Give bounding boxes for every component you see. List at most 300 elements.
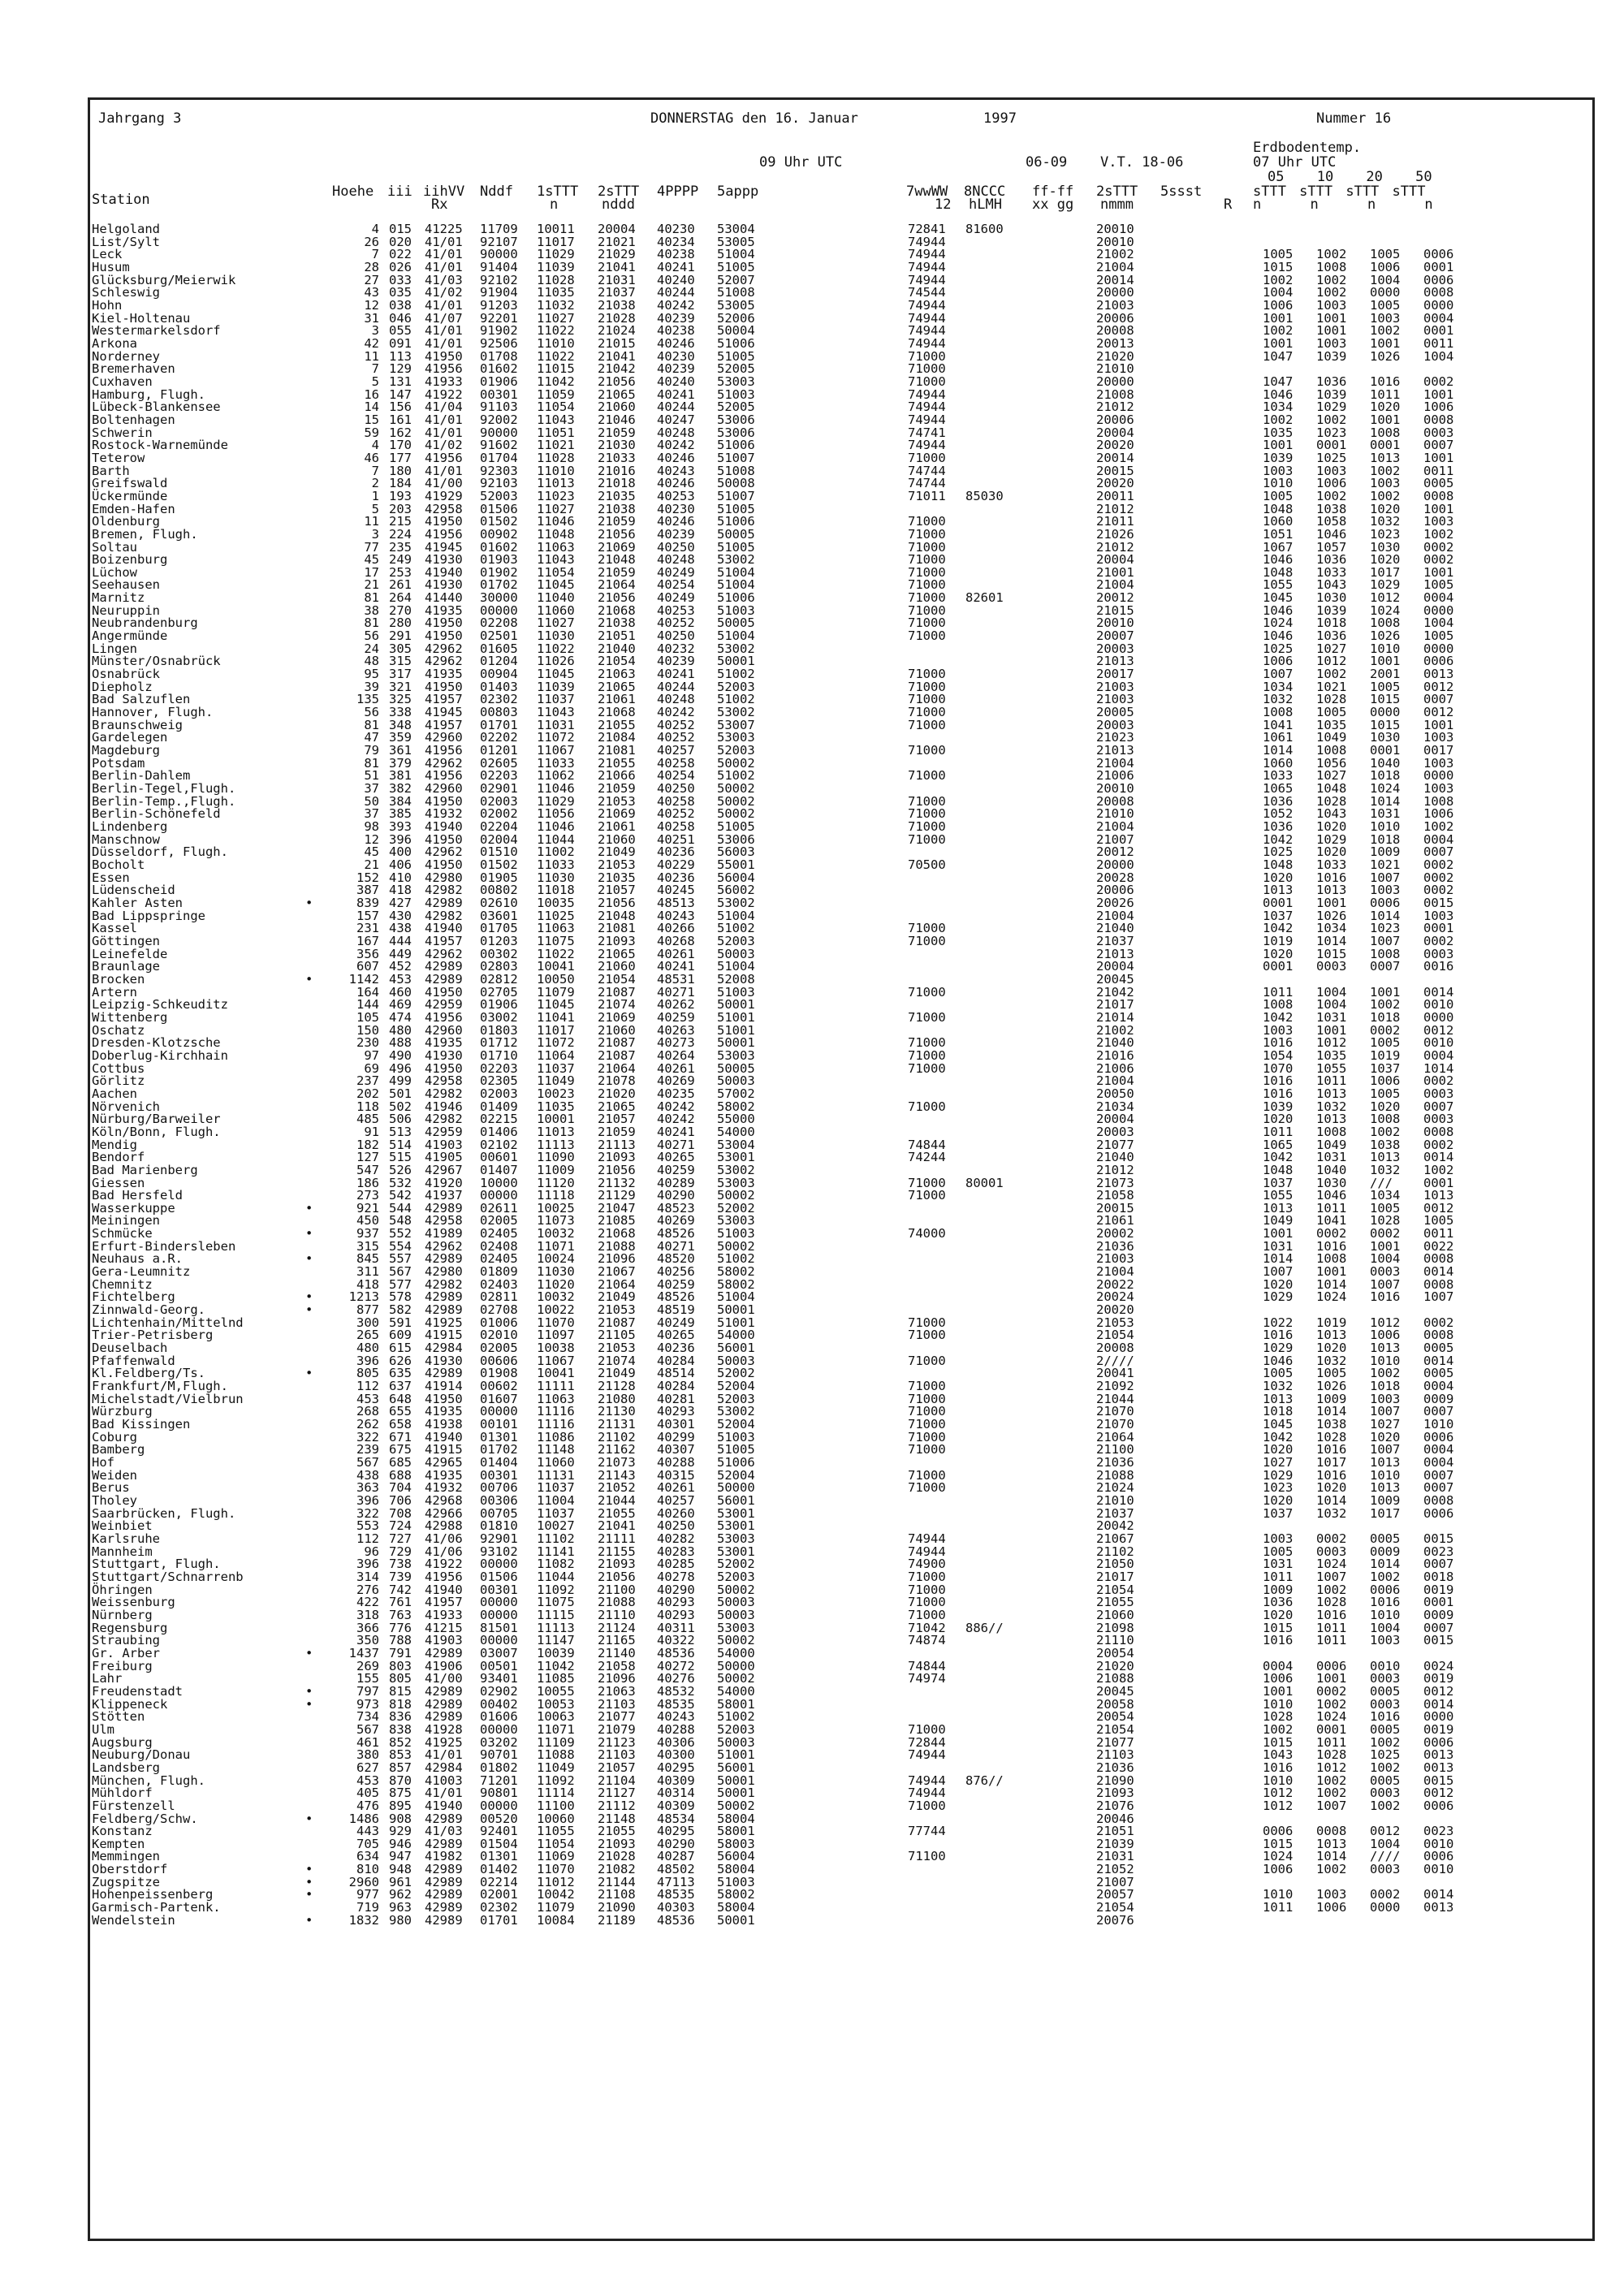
soil-temp-value: 1048 <box>1263 1162 1294 1177</box>
table-row <box>90 922 1592 934</box>
soil-temp-value: 1005 <box>1316 1366 1347 1381</box>
temp-group: 11115 <box>537 1607 575 1622</box>
pressure-group: 40289 <box>657 1175 695 1190</box>
temp-group: 11042 <box>537 1658 575 1673</box>
table-row <box>90 274 1592 286</box>
station-height: 112 <box>356 1379 379 1394</box>
soil-temp-value: 1043 <box>1316 577 1347 593</box>
station-number: 480 <box>389 1022 412 1038</box>
soil-temp-value: 1030 <box>1370 539 1401 555</box>
tendency-group: 50002 <box>717 781 755 797</box>
station-name: Neubrandenburg <box>92 615 198 631</box>
mountain-marker: • <box>305 1862 313 1877</box>
temp-group: 11017 <box>537 234 575 249</box>
station-height: 547 <box>356 1162 379 1177</box>
station-height: 405 <box>356 1786 379 1801</box>
station-number: 193 <box>389 488 412 503</box>
station-number: 046 <box>389 310 412 326</box>
nddff-group: 71201 <box>480 1773 518 1788</box>
pressure-group: 40250 <box>657 628 695 644</box>
col-7ww: 7wwWW <box>906 184 948 200</box>
tendency-group: 51003 <box>717 1226 755 1242</box>
soil-temp-value: 1033 <box>1263 768 1294 784</box>
pressure-group: 40229 <box>657 857 695 872</box>
dewpoint-group: 21056 <box>598 1162 636 1177</box>
soil-temp-value: 1003 <box>1370 476 1401 491</box>
soil-temp-value: 0008 <box>1316 1824 1347 1839</box>
temp-group: 11070 <box>537 1315 575 1330</box>
tendency-group: 58002 <box>717 1264 755 1280</box>
nddff-group: 02003 <box>480 793 518 809</box>
min-temp-group: 21040 <box>1096 1150 1134 1165</box>
pressure-group: 48519 <box>657 1302 695 1318</box>
tendency-group: 50002 <box>717 1633 755 1648</box>
dewpoint-group: 21054 <box>598 654 636 669</box>
soil-temp-value: 0013 <box>1423 1760 1454 1775</box>
nddff-group: 02001 <box>480 1887 518 1902</box>
weather-group: 71000 <box>908 602 946 618</box>
dewpoint-group: 21108 <box>598 1887 636 1902</box>
dewpoint-group: 21073 <box>598 1455 636 1470</box>
station-number: 548 <box>389 1213 412 1229</box>
temp-group: 11071 <box>537 1721 575 1737</box>
table-row <box>90 223 1592 235</box>
station-name: List/Sylt <box>92 234 160 249</box>
min-temp-group: 21042 <box>1096 984 1134 1000</box>
min-temp-group: 20054 <box>1096 1709 1134 1725</box>
temp-group: 11004 <box>537 1493 575 1508</box>
station-name: Marnitz <box>92 590 145 606</box>
table-row <box>90 1850 1592 1862</box>
station-height: 461 <box>356 1734 379 1750</box>
temp-group: 11017 <box>537 1022 575 1038</box>
station-number: 980 <box>389 1912 412 1928</box>
pressure-group: 40248 <box>657 692 695 707</box>
tendency-group: 51003 <box>717 602 755 618</box>
temp-group: 11022 <box>537 348 575 364</box>
pressure-group: 40287 <box>657 1849 695 1864</box>
soil-temp-value: 1002 <box>1316 1786 1347 1801</box>
station-name: Berus <box>92 1480 130 1496</box>
soil-temp-value: 1004 <box>1423 615 1454 631</box>
tendency-group: 51005 <box>717 539 755 555</box>
soil-temp-value: 0023 <box>1423 1824 1454 1839</box>
pressure-group: 40242 <box>657 705 695 720</box>
soil-temp-value: 1012 <box>1316 1035 1347 1051</box>
station-name: Kassel <box>92 921 137 936</box>
temp-group: 11063 <box>537 921 575 936</box>
nddff-group: 02215 <box>480 1112 518 1127</box>
soil-temp-value: 1016 <box>1370 374 1401 389</box>
tendency-group: 50005 <box>717 1060 755 1076</box>
temp-group: 11043 <box>537 705 575 720</box>
min-temp-group: 21052 <box>1096 1862 1134 1877</box>
iihvv-group: 41950 <box>425 615 463 631</box>
temp-group: 11116 <box>537 1404 575 1419</box>
station-number: 379 <box>389 755 412 771</box>
tendency-group: 50001 <box>717 1912 755 1928</box>
station-name: Neuruppin <box>92 602 160 618</box>
soil-temp-value: 1009 <box>1370 844 1401 860</box>
station-name: Hamburg, Flugh. <box>92 386 205 402</box>
iihvv-group: 41215 <box>425 1620 463 1635</box>
pressure-group: 40295 <box>657 1760 695 1775</box>
station-height: 81 <box>364 615 379 631</box>
station-height: 269 <box>356 1658 379 1673</box>
temp-group: 11054 <box>537 399 575 415</box>
tendency-group: 56004 <box>717 1849 755 1864</box>
min-temp-group: 21006 <box>1096 768 1134 784</box>
soil-temp-value: 1019 <box>1370 1047 1401 1063</box>
iihvv-group: 42962 <box>425 654 463 669</box>
station-name: München, Flugh. <box>92 1773 205 1788</box>
soil-temp-value: 1002 <box>1370 1798 1401 1813</box>
iihvv-group: 41932 <box>425 806 463 822</box>
pressure-group: 40300 <box>657 1747 695 1763</box>
soil-temp-value: 1038 <box>1316 501 1347 516</box>
tendency-group: 51004 <box>717 247 755 262</box>
iihvv-group: 42989 <box>425 1696 463 1712</box>
soil-temp-value: 0002 <box>1370 1022 1401 1038</box>
station-name: Lahr <box>92 1671 123 1686</box>
nddff-group: 00602 <box>480 1379 518 1394</box>
soil-temp-value: 0012 <box>1370 1824 1401 1839</box>
soil-temp-value: 1060 <box>1263 514 1294 529</box>
iihvv-group: 41956 <box>425 361 463 377</box>
temp-group: 10027 <box>537 1518 575 1534</box>
min-temp-group: 21003 <box>1096 1251 1134 1267</box>
table-row <box>90 655 1592 667</box>
nddff-group: 01605 <box>480 641 518 656</box>
table-row <box>90 414 1592 425</box>
temp-group: 11067 <box>537 743 575 758</box>
iihvv-group: 42958 <box>425 501 463 516</box>
tendency-group: 50004 <box>717 323 755 339</box>
station-height: 2 <box>371 476 379 491</box>
soil-temp-value: 1048 <box>1316 781 1347 797</box>
soil-temp-value: 0005 <box>1370 1683 1401 1699</box>
soil-temp-value: 1002 <box>1263 1721 1294 1737</box>
min-temp-group: 21098 <box>1096 1620 1134 1635</box>
soil-temp-value: 0008 <box>1423 1124 1454 1139</box>
soil-temp-value: 0000 <box>1423 1009 1454 1025</box>
nddff-group: 01203 <box>480 933 518 948</box>
soil-temp-value: 1014 <box>1370 908 1401 923</box>
nddff-group: 02214 <box>480 1874 518 1889</box>
min-temp-group: 20012 <box>1096 844 1134 860</box>
weather-group: 71000 <box>908 1060 946 1076</box>
station-name: Lindenberg <box>92 819 168 835</box>
soil-temp-value: 1041 <box>1263 717 1294 732</box>
weather-group: 71000 <box>908 552 946 568</box>
nddff-group: 02803 <box>480 959 518 974</box>
dewpoint-group: 21100 <box>598 1582 636 1597</box>
min-temp-group: 21037 <box>1096 933 1134 948</box>
min-temp-group: 21020 <box>1096 1658 1134 1673</box>
weather-group: 71000 <box>908 615 946 631</box>
nddff-group: 02705 <box>480 984 518 1000</box>
station-number: 499 <box>389 1073 412 1089</box>
pressure-group: 40293 <box>657 1607 695 1622</box>
dewpoint-group: 21140 <box>598 1645 636 1660</box>
pressure-group: 40239 <box>657 310 695 326</box>
pressure-group: 40306 <box>657 1734 695 1750</box>
col-r: R <box>1224 196 1233 213</box>
station-name: Schleswig <box>92 285 160 300</box>
station-number: 180 <box>389 463 412 478</box>
dewpoint-group: 21112 <box>598 1798 636 1813</box>
nddff-group: 03007 <box>480 1645 518 1660</box>
soil-temp-value: 1003 <box>1423 730 1454 745</box>
min-temp-group: 20057 <box>1096 1887 1134 1902</box>
soil-temp-value: 1029 <box>1316 831 1347 847</box>
min-temp-group: 21007 <box>1096 831 1134 847</box>
station-name: Regensburg <box>92 1620 168 1635</box>
min-temp-group: 20002 <box>1096 1226 1134 1242</box>
soil-temp-value: 1032 <box>1370 1162 1401 1177</box>
soil-temp-value: 0014 <box>1423 1264 1454 1280</box>
soil-temp-value: 0002 <box>1316 1683 1347 1699</box>
soil-temp-value: 0012 <box>1423 705 1454 720</box>
dewpoint-group: 21093 <box>598 1150 636 1165</box>
nddff-group: 92901 <box>480 1531 518 1546</box>
table-row <box>90 884 1592 896</box>
soil-temp-value: 0010 <box>1423 1862 1454 1877</box>
iihvv-group: 42962 <box>425 755 463 771</box>
station-name: Lübeck-Blankensee <box>92 399 221 415</box>
soil-temp-value: 1024 <box>1370 602 1401 618</box>
tendency-group: 51006 <box>717 438 755 453</box>
table-row <box>90 1457 1592 1468</box>
iihvv-group: 41925 <box>425 1315 463 1330</box>
min-temp-group: 21040 <box>1096 1035 1134 1051</box>
station-name: Dresden-Klotzsche <box>92 1035 221 1051</box>
station-number: 578 <box>389 1289 412 1305</box>
soil-temp-value: 1042 <box>1263 1429 1294 1444</box>
min-temp-group: 21036 <box>1096 1238 1134 1254</box>
tendency-group: 51002 <box>717 921 755 936</box>
temp-group: 10041 <box>537 1366 575 1381</box>
station-number: 161 <box>389 412 412 427</box>
station-number: 406 <box>389 857 412 872</box>
station-height: 155 <box>356 1671 379 1686</box>
dewpoint-group: 21093 <box>598 1836 636 1851</box>
station-number: 162 <box>389 425 412 440</box>
soil-temp-value: 1002 <box>1370 1760 1401 1775</box>
temp-group: 10011 <box>537 222 575 236</box>
station-number: 393 <box>389 819 412 835</box>
station-number: 635 <box>389 1366 412 1381</box>
min-temp-group: 20014 <box>1096 450 1134 465</box>
nddff-group: 91103 <box>480 399 518 415</box>
table-row <box>90 1622 1592 1634</box>
iihvv-group: 41933 <box>425 374 463 389</box>
station-name: Zinnwald-Georg. <box>92 1302 205 1318</box>
station-height: 356 <box>356 946 379 961</box>
iihvv-group: 41935 <box>425 1035 463 1051</box>
tendency-group: 53001 <box>717 1544 755 1559</box>
weather-group: 74244 <box>908 1150 946 1165</box>
table-row <box>90 1151 1592 1163</box>
dewpoint-group: 21127 <box>598 1786 636 1801</box>
tendency-group: 54000 <box>717 1124 755 1139</box>
soil-temp-value: 1002 <box>1370 1569 1401 1584</box>
table-row <box>90 1190 1592 1201</box>
soil-temp-value: 1024 <box>1370 781 1401 797</box>
station-name: Lingen <box>92 641 137 656</box>
temp-group: 11111 <box>537 1379 575 1394</box>
dewpoint-group: 21068 <box>598 1226 636 1242</box>
iihvv-group: 42989 <box>425 1900 463 1915</box>
soil-temp-value: 1020 <box>1316 844 1347 860</box>
table-row <box>90 1762 1592 1773</box>
nddff-group: 00000 <box>480 1557 518 1572</box>
dewpoint-group: 21056 <box>598 526 636 542</box>
table-row <box>90 248 1592 260</box>
station-height: 7 <box>371 247 379 262</box>
soil-temp-value: 1005 <box>1370 1086 1401 1101</box>
min-temp-group: 21055 <box>1096 1595 1134 1610</box>
temp-group: 11054 <box>537 564 575 580</box>
soil-temp-value: 1037 <box>1263 1505 1294 1521</box>
temp-group: 10023 <box>537 1086 575 1101</box>
temp-group: 11041 <box>537 1009 575 1025</box>
temp-group: 11148 <box>537 1442 575 1457</box>
soil-temp-value: 1002 <box>1316 272 1347 287</box>
min-temp-group: 20004 <box>1096 552 1134 568</box>
soil-temp-value: 1039 <box>1316 386 1347 402</box>
station-number: 315 <box>389 654 412 669</box>
soil-temp-value: 1006 <box>1370 1073 1401 1089</box>
station-number: 038 <box>389 297 412 313</box>
pressure-group: 40234 <box>657 234 695 249</box>
dewpoint-group: 21041 <box>598 348 636 364</box>
nddff-group: 00904 <box>480 667 518 682</box>
soil-temp-value: 1004 <box>1263 285 1294 300</box>
station-height: 4 <box>371 222 379 236</box>
station-height: 69 <box>364 1060 379 1076</box>
table-row <box>90 681 1592 693</box>
pressure-group: 48526 <box>657 1289 695 1305</box>
soil-temp-value: 0004 <box>1423 1379 1454 1394</box>
weather-group: 74944 <box>908 335 946 351</box>
nddff-group: 01702 <box>480 577 518 593</box>
soil-temp-value: 1054 <box>1263 1047 1294 1063</box>
dewpoint-group: 21104 <box>598 1773 636 1788</box>
station-name: Hannover, Flugh. <box>92 705 214 720</box>
iihvv-group: 42989 <box>425 1683 463 1699</box>
col-rx: Rx <box>431 196 448 213</box>
station-height: 27 <box>364 272 379 287</box>
temp-group: 11062 <box>537 768 575 784</box>
station-name: Weinbiet <box>92 1518 153 1534</box>
station-height: 12 <box>364 831 379 847</box>
station-height: 443 <box>356 1824 379 1839</box>
pressure-group: 40242 <box>657 1099 695 1114</box>
nddff-group: 00402 <box>480 1696 518 1712</box>
station-name: Karlsruhe <box>92 1531 160 1546</box>
tendency-group: 50001 <box>717 1786 755 1801</box>
dewpoint-group: 21128 <box>598 1379 636 1394</box>
soil-temp-value: 1015 <box>1263 1836 1294 1851</box>
temp-group: 11022 <box>537 323 575 339</box>
soil-temp-value: 1005 <box>1263 247 1294 262</box>
station-number: 852 <box>389 1734 412 1750</box>
soil-temp-value: 1029 <box>1263 1467 1294 1483</box>
min-temp-group: 21037 <box>1096 1505 1134 1521</box>
soil-temp-value: 1058 <box>1316 514 1347 529</box>
tendency-group: 51004 <box>717 564 755 580</box>
station-number: 513 <box>389 1124 412 1139</box>
nddff-group: 01705 <box>480 921 518 936</box>
soil-temp-value: 1032 <box>1316 1353 1347 1368</box>
tendency-group: 50003 <box>717 1353 755 1368</box>
col-4pppp: 4PPPP <box>657 184 699 200</box>
soil-temp-value: 1006 <box>1423 399 1454 415</box>
temp-group: 11120 <box>537 1175 575 1190</box>
station-height: 485 <box>356 1112 379 1127</box>
station-name: Oberstdorf <box>92 1862 168 1877</box>
station-name: Diepholz <box>92 679 153 694</box>
pressure-group: 40265 <box>657 1328 695 1343</box>
soil-temp-value: 1036 <box>1316 628 1347 644</box>
dewpoint-group: 21060 <box>598 1022 636 1038</box>
mountain-marker: • <box>305 1887 313 1902</box>
station-height: 977 <box>356 1887 379 1902</box>
pressure-group: 40295 <box>657 1824 695 1839</box>
pressure-group: 40243 <box>657 1709 695 1725</box>
table-row <box>90 1505 1592 1521</box>
station-height: 16 <box>364 386 379 402</box>
tendency-group: 52003 <box>717 679 755 694</box>
min-temp-group: 20003 <box>1096 1124 1134 1139</box>
dewpoint-group: 21020 <box>598 1086 636 1101</box>
table-row <box>90 1480 1592 1496</box>
iihvv-group: 41935 <box>425 1467 463 1483</box>
iihvv-group: 42989 <box>425 1200 463 1216</box>
dewpoint-group: 21131 <box>598 1417 636 1432</box>
station-name: Doberlug-Kirchhain <box>92 1047 228 1063</box>
station-height: 921 <box>356 1200 379 1216</box>
temp-group: 11010 <box>537 335 575 351</box>
pressure-group: 40284 <box>657 1353 695 1368</box>
nddff-group: 52003 <box>480 488 518 503</box>
dewpoint-group: 21046 <box>598 412 636 427</box>
pressure-group: 40269 <box>657 1073 695 1089</box>
soil-temp-value: 0001 <box>1423 1595 1454 1610</box>
tendency-group: 53003 <box>717 1620 755 1635</box>
soil-temp-value: //// <box>1370 1849 1401 1864</box>
iihvv-group: 41950 <box>425 1391 463 1406</box>
dewpoint-group: 21090 <box>598 1900 636 1915</box>
nddff-group: 00101 <box>480 1417 518 1432</box>
pressure-group: 40257 <box>657 743 695 758</box>
temp-group: 10035 <box>537 895 575 910</box>
pressure-group: 48523 <box>657 1200 695 1216</box>
soil-temp-value: 1008 <box>1316 1251 1347 1267</box>
iihvv-group: 41950 <box>425 348 463 364</box>
nddff-group: 01602 <box>480 539 518 555</box>
station-name: Bad Marienberg <box>92 1162 198 1177</box>
soil-temp-value: 1016 <box>1263 1073 1294 1089</box>
temp-group: 11063 <box>537 539 575 555</box>
weather-group: 74944 <box>908 438 946 453</box>
table-row <box>90 602 1592 618</box>
station-number: 261 <box>389 577 412 593</box>
soil-temp-value: 1001 <box>1370 1238 1401 1254</box>
soil-temp-value: 0022 <box>1423 1238 1454 1254</box>
station-number: 947 <box>389 1849 412 1864</box>
